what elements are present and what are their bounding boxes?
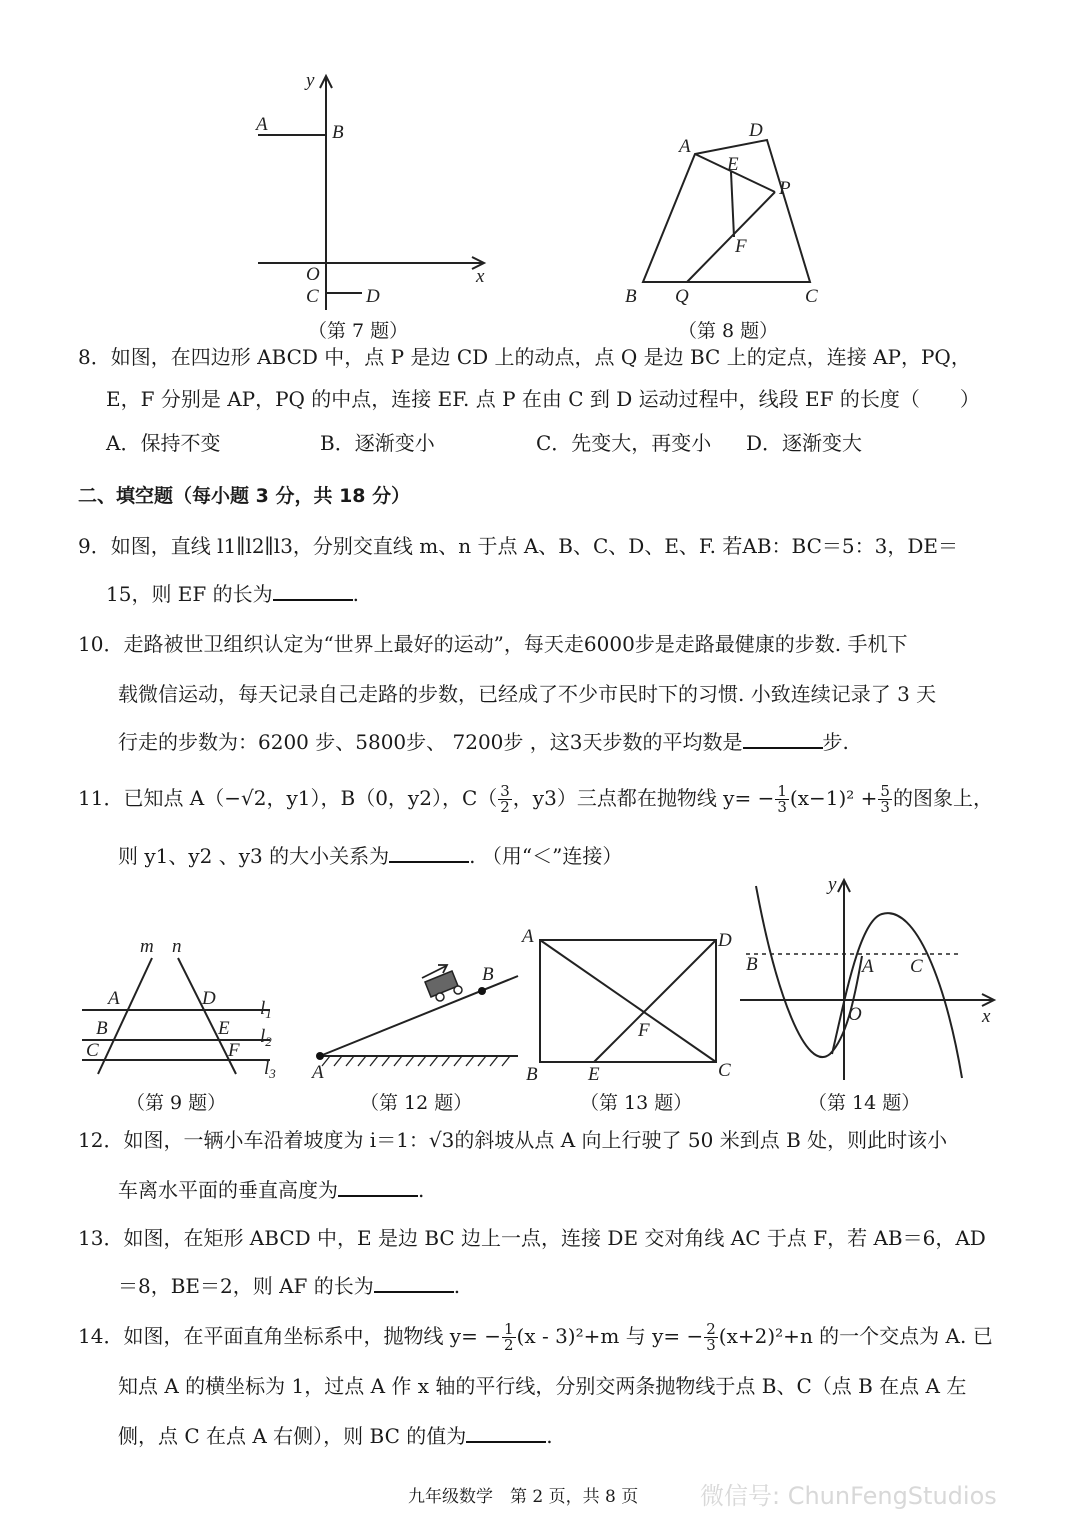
q10-line2: 载微信运动，每天记录自己走路的步数，已经成了不少市民时下的习惯. 小致连续记录了 3 天	[118, 682, 937, 706]
fig7-label-A: A	[256, 114, 268, 135]
fig12-label-A: A	[312, 1062, 324, 1082]
answer-blank	[273, 581, 353, 601]
fig9-label-m: m	[140, 936, 154, 957]
fig8-label-Q: Q	[675, 286, 689, 307]
fig7-label-D: D	[366, 286, 380, 307]
fig7-label-y: y	[306, 70, 315, 91]
fig12-cart	[422, 965, 462, 1001]
fig14-label-B: B	[746, 954, 758, 975]
fig7-label-x: x	[476, 266, 485, 287]
fig13-label-B: B	[526, 1064, 538, 1085]
q8-option-d: D．逐渐变大	[746, 431, 863, 455]
q10-line1: 10．走路被世卫组织认定为“世界上最好的运动”，每天走6000步是走路最健康的步数. 手机下	[78, 632, 908, 656]
fig7-caption: （第 7 题）	[308, 320, 409, 342]
fig12-point-A	[316, 1052, 324, 1060]
answer-blank	[374, 1273, 454, 1293]
fraction: $\frac{2}{3}$	[706, 1320, 716, 1354]
fig9-label-l3: $l_3$	[264, 1058, 276, 1081]
q12-line1: 12．如图，一辆小车沿着坡度为 i＝1：√3的斜坡从点 A 向上行驶了 50 米到点 B 处，则此时该小	[78, 1128, 948, 1152]
q8-option-c: C．先变大，再变小	[536, 431, 712, 455]
fig9-label-E: E	[218, 1018, 230, 1039]
fig12-label-B: B	[482, 964, 494, 985]
figure-7	[240, 60, 510, 320]
answer-blank	[743, 729, 823, 749]
fig13-label-C: C	[718, 1060, 731, 1081]
figure-8	[615, 112, 840, 312]
fig8-caption: （第 8 题）	[678, 320, 779, 342]
fig8-label-A: A	[679, 136, 691, 157]
fig9-label-A: A	[108, 988, 120, 1009]
q13-line1: 13．如图，在矩形 ABCD 中，E 是边 BC 边上一点，连接 DE 交对角线 AC 于点 F，若 AB＝6，AD	[78, 1226, 986, 1250]
fig13-caption: （第 13 题）	[580, 1092, 693, 1114]
fraction: $\frac{1}{3}$	[777, 782, 787, 816]
q9-line2: 15，则 EF 的长为 .	[106, 582, 359, 606]
q11-line2: 则 y1、y2 、y3 的大小关系为 . （用“＜”连接）	[118, 844, 623, 868]
answer-blank	[389, 843, 469, 863]
q11-line1: 11．已知点 A（−√2，y1），B（0，y2），C（ $\frac{3}{2}$ ，y3）三点都在抛物线 y= − $\frac{1}{3}$ (x−1)² + $\frac{5}{3}$ 的图象上，	[78, 782, 993, 816]
fig7-label-O: O	[306, 264, 320, 285]
fig12-caption: （第 12 题）	[360, 1092, 473, 1114]
fig8-label-D: D	[749, 120, 763, 141]
q12-line2: 车离水平面的垂直高度为 .	[118, 1178, 425, 1202]
fig14-label-y: y	[828, 874, 837, 895]
fig8-segment-EF	[731, 172, 734, 237]
fig9-label-l1: $l_1$	[260, 998, 272, 1021]
fraction: $\frac{5}{3}$	[880, 782, 890, 816]
fig14-parabola-2	[832, 913, 962, 1078]
figure-13	[518, 922, 740, 1088]
fig13-label-D: D	[718, 930, 732, 951]
fig7-label-C: C	[306, 286, 319, 307]
fig12-slope	[320, 976, 518, 1056]
fig14-caption: （第 14 题）	[808, 1092, 921, 1114]
fig13-label-A: A	[522, 926, 534, 947]
fig9-line-m	[98, 958, 152, 1074]
fig12-point-B	[478, 987, 486, 995]
fig7-label-B: B	[332, 122, 344, 143]
q8-line2: E，F 分别是 AP，PQ 的中点，连接 EF. 点 P 在由 C 到 D 运动过程中，线段 EF 的长度（ ）	[106, 387, 980, 411]
fig8-label-B: B	[625, 286, 637, 307]
page-footer: 九年级数学 第 2 页，共 8 页	[408, 1487, 639, 1507]
answer-blank	[338, 1177, 418, 1197]
fig9-label-l2: $l_2$	[260, 1026, 272, 1049]
fig14-label-O: O	[848, 1004, 862, 1025]
fig14-parabola-1	[756, 886, 862, 1057]
q14-line1: 14．如图，在平面直角坐标系中，抛物线 y= − $\frac{1}{2}$ (x - 3)²+m 与 y= − $\frac{2}{3}$ (x+2)²+n 的一个交点为 A. 已	[78, 1320, 993, 1354]
figure-14	[736, 874, 1002, 1086]
fraction: $\frac{1}{2}$	[503, 1320, 514, 1354]
section-title: 二、填空题（每小题 3 分，共 18 分）	[78, 485, 411, 507]
figure-12	[300, 952, 522, 1082]
q8-line1: 8．如图，在四边形 ABCD 中，点 P 是边 CD 上的动点，点 Q 是边 BC 上的定点，连接 AP，PQ，	[78, 345, 971, 369]
fig8-label-F: F	[735, 236, 747, 257]
q9-line1: 9．如图，直线 l1∥l2∥l3，分别交直线 m、n 于点 A、B、C、D、E、F. 若AB：BC＝5：3，DE＝	[78, 534, 958, 558]
q10-line3: 行走的步数为：6200 步、5800步、 7200步 ，这3天步数的平均数是 步.	[118, 730, 849, 754]
fig14-label-A: A	[862, 956, 874, 977]
q13-line2: ＝8，BE＝2，则 AF 的长为 .	[118, 1274, 461, 1298]
fraction: $\frac{3}{2}$	[500, 782, 510, 816]
fig8-label-C: C	[805, 286, 818, 307]
watermark: 微信号: ChunFengStudios	[700, 1482, 997, 1510]
q8-option-a: A．保持不变	[106, 431, 221, 455]
fig9-label-n: n	[172, 936, 182, 957]
fig9-label-B: B	[96, 1018, 108, 1039]
figure-9	[74, 932, 296, 1082]
fig9-label-D: D	[202, 988, 216, 1009]
fig13-label-E: E	[588, 1064, 600, 1085]
q14-line3: 侧，点 C 在点 A 右侧），则 BC 的值为 .	[118, 1424, 553, 1448]
fig9-label-F: F	[228, 1040, 240, 1061]
q8-option-b: B．逐渐变小	[320, 431, 435, 455]
q14-line2: 知点 A 的横坐标为 1，过点 A 作 x 轴的平行线，分别交两条抛物线于点 B、C（点 B 在点 A 左	[118, 1374, 967, 1398]
fig14-label-x: x	[982, 1006, 991, 1027]
fig9-label-C: C	[86, 1040, 99, 1061]
answer-blank	[466, 1423, 546, 1443]
fig9-caption: （第 9 题）	[126, 1092, 227, 1114]
fig8-label-P: P	[779, 178, 791, 199]
fig13-label-F: F	[638, 1020, 650, 1041]
fig14-label-C: C	[910, 956, 923, 977]
fig8-label-E: E	[727, 154, 739, 175]
